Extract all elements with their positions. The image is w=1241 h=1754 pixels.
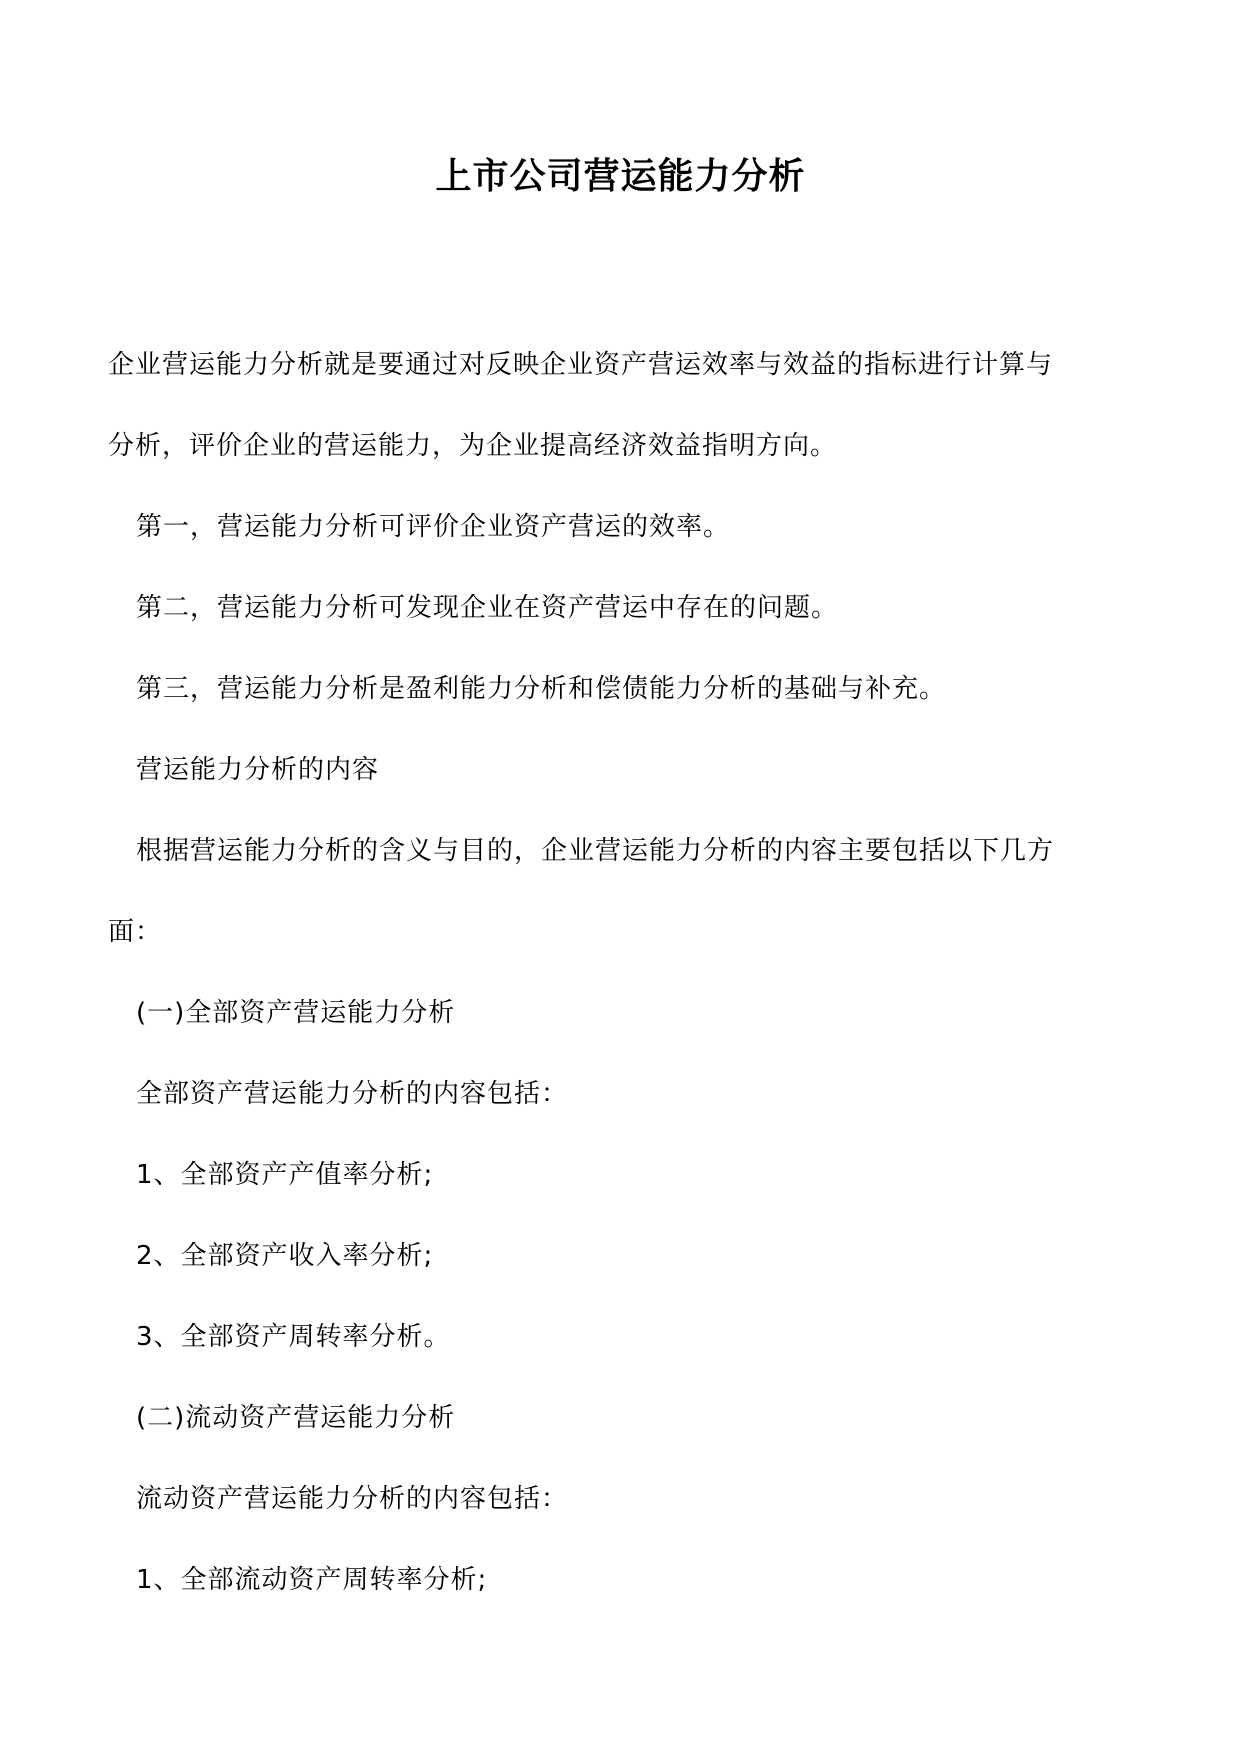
list-item: 1、全部流动资产周转率分析;	[136, 1565, 488, 1595]
list-item: 3、全部资产周转率分析。	[136, 1322, 451, 1352]
paragraph-content-line-2: 面：	[108, 917, 163, 947]
list-item: 1、全部资产产值率分析;	[136, 1160, 434, 1190]
paragraph-intro-line-1: 企业营运能力分析就是要通过对反映企业资产营运效率与效益的指标进行计算与	[108, 350, 1054, 380]
subheading-current-assets: (二)流动资产营运能力分析	[136, 1403, 456, 1433]
subheading-total-assets: (一)全部资产营运能力分析	[136, 998, 456, 1028]
paragraph-third-point: 第三，营运能力分析是盈利能力分析和偿债能力分析的基础与补充。	[136, 674, 947, 704]
list-item: 2、全部资产收入率分析;	[136, 1241, 434, 1271]
section-heading-content: 营运能力分析的内容	[136, 755, 380, 785]
paragraph-second-point: 第二，营运能力分析可发现企业在资产营运中存在的问题。	[136, 593, 839, 623]
document-title: 上市公司营运能力分析	[435, 156, 806, 197]
paragraph-current-assets-intro: 流动资产营运能力分析的内容包括：	[136, 1484, 569, 1514]
paragraph-first-point: 第一，营运能力分析可评价企业资产营运的效率。	[136, 512, 731, 542]
paragraph-total-assets-intro: 全部资产营运能力分析的内容包括：	[136, 1079, 569, 1109]
paragraph-intro-line-2: 分析，评价企业的营运能力，为企业提高经济效益指明方向。	[108, 431, 838, 461]
paragraph-content-line-1: 根据营运能力分析的含义与目的，企业营运能力分析的内容主要包括以下几方	[136, 836, 1055, 866]
